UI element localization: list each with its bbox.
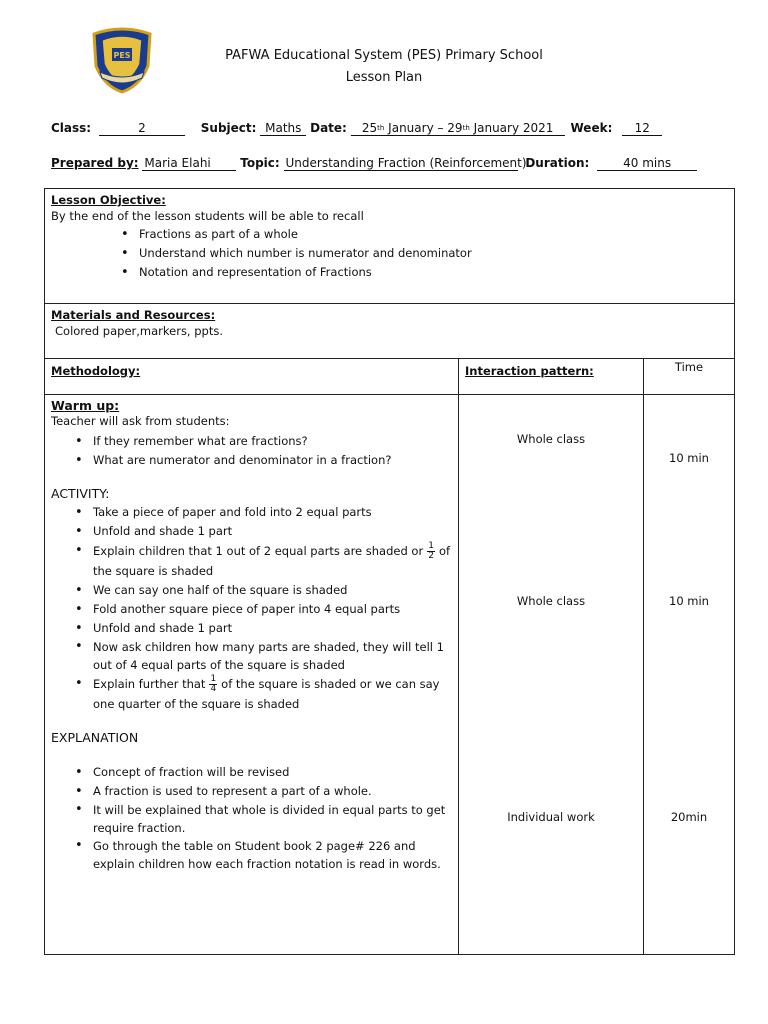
materials-heading: Materials and Resources: — [51, 308, 216, 322]
list-item: • Notation and representation of Fractions — [117, 263, 728, 282]
warmup-list — [71, 432, 455, 470]
activity-heading: ACTIVITY: — [51, 486, 110, 501]
fraction-quarter: $\frac{1}{4}$ — [210, 674, 217, 694]
explanation-time: 20min — [670, 810, 708, 824]
objective-heading: Lesson Objective: — [51, 193, 166, 207]
methodology-content — [51, 398, 455, 873]
methodology-header: Methodology: — [51, 364, 141, 378]
warmup-intro: Teacher will ask from students: — [51, 414, 230, 428]
fraction-half: $\frac{1}{2}$ — [428, 541, 434, 561]
list-item: • Take a piece of paper and fold into 2 equal parts — [71, 503, 455, 522]
header-divider — [44, 394, 735, 395]
document-title: Lesson Plan — [345, 70, 423, 85]
list-item: • If they remember what are fractions? — [71, 432, 455, 451]
list-item: • What are numerator and denominator in a fraction? — [71, 451, 455, 470]
warmup-heading: Warm up: — [51, 398, 120, 413]
list-item: • Fractions as part of a whole — [117, 225, 728, 244]
explanation-list — [71, 763, 455, 873]
class-label: Class: — [51, 121, 92, 135]
list-item: • Go through the table on Student book 2 page# 226 and explain children how each fraction notation is read in words. — [71, 837, 455, 873]
objective-section — [44, 188, 735, 304]
topic-value: Understanding Fraction (Reinforcement) — [285, 156, 527, 170]
explanation-interaction: Individual work — [507, 810, 595, 824]
school-name: PAFWA Educational System (PES) Primary School — [225, 48, 543, 63]
list-item: • Unfold and shade 1 part — [71, 522, 455, 541]
subject-value: Maths — [260, 121, 306, 136]
week-label: Week: — [570, 121, 613, 135]
materials-section — [44, 303, 735, 359]
list-item: • It will be explained that whole is divided in equal parts to get require fraction. — [71, 801, 455, 837]
list-item: • Now ask children how many parts are shaded, they will tell 1 out of 4 equal parts of the square is shaded — [71, 638, 455, 674]
column-divider — [643, 358, 644, 955]
class-value: 2 — [99, 121, 185, 136]
date-value: 25th January – 29th January 2021 — [351, 121, 565, 136]
activity-list — [71, 503, 455, 714]
meta-row-class — [51, 121, 662, 136]
list-item: • Fold another square piece of paper into 4 equal parts — [71, 600, 455, 619]
list-item: • Explain children that 1 out of 2 equal parts are shaded or $\frac{1}{2}$ of the square is shaded — [71, 541, 455, 581]
week-value: 12 — [622, 121, 662, 136]
prepared-label: Prepared by: — [51, 156, 139, 170]
topic-label: Topic: — [240, 156, 280, 170]
activity-time: 10 min — [669, 594, 709, 608]
duration-value: 40 mins — [597, 156, 697, 171]
logo-text: PES — [113, 51, 131, 60]
time-header: Time — [674, 360, 704, 374]
meta-row-prepared — [51, 156, 697, 171]
objective-list — [51, 225, 728, 282]
list-item: • Concept of fraction will be revised — [71, 763, 455, 782]
list-item: • We can say one half of the square is shaded — [71, 581, 455, 600]
prepared-value: Maria Elahi — [142, 156, 236, 171]
warmup-time: 10 min — [669, 451, 709, 465]
activity-interaction: Whole class — [516, 594, 586, 608]
objective-intro: By the end of the lesson students will be able to recall — [51, 209, 364, 223]
duration-label: Duration: — [525, 156, 590, 170]
date-label: Date: — [310, 121, 347, 135]
list-item: • Unfold and shade 1 part — [71, 619, 455, 638]
subject-label: Subject: — [200, 121, 257, 135]
interaction-header: Interaction pattern: — [465, 364, 594, 378]
list-item: • A fraction is used to represent a part of a whole. — [71, 782, 455, 801]
column-divider — [458, 358, 459, 955]
materials-text: Colored paper,markers, ppts. — [55, 324, 223, 338]
list-item: • Explain further that $\frac{1}{4}$ of the square is shaded or we can say one quarter of the square is shaded — [71, 674, 455, 714]
warmup-interaction: Whole class — [516, 432, 586, 446]
explanation-heading: EXPLANATION — [51, 730, 139, 745]
list-item: • Understand which number is numerator and denominator — [117, 244, 728, 263]
